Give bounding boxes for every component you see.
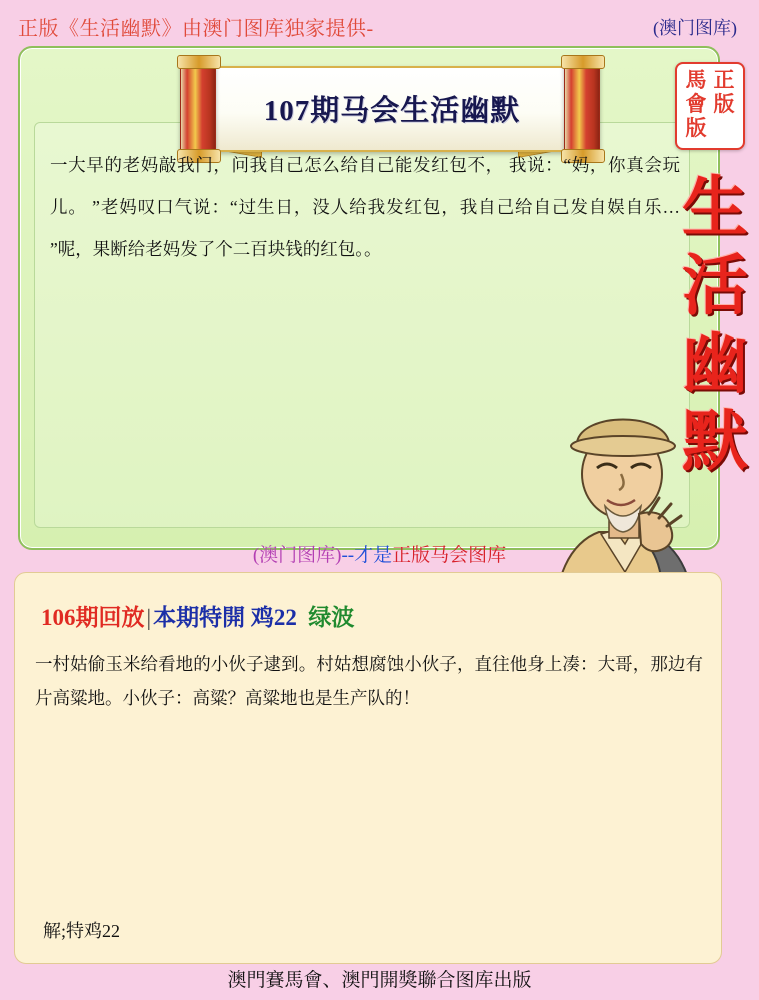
banner-title: 107期马会生活幽默 (263, 95, 521, 127)
humor-body-text: 一大早的老妈敲我门，问我自己怎么给自己能发红包不， 我说：“妈，你真会玩儿。 ”老妈叹口气说：“过生日，没人给我发红包，我自己给自己发自娱自乐… ”呢，果断给老妈发了个二百块钱的红包。。 (50, 155, 680, 259)
vertical-title-char-1: 生 (682, 172, 748, 245)
review-animal: 鸡22 (250, 605, 297, 630)
roller-cap-top-right-icon (561, 55, 605, 69)
review-panel (14, 572, 722, 964)
review-period-label: 106期回放 (41, 605, 145, 630)
review-header (41, 599, 354, 632)
vertical-title-char-3: 幽 (682, 328, 748, 401)
page-footer: 澳門賽馬會、澳門開獎聯合图库出版 (227, 970, 532, 991)
vertical-title-char-2: 活 (682, 250, 748, 323)
scroll-body (210, 66, 574, 152)
review-current-label: 本期特開 (153, 605, 246, 630)
review-body-text: 一村姑偷玉米给看地的小伙子逮到。村姑想腐蚀小伙子，直往他身上凑：大哥，那边有片高粱地。小伙子：高粱？高粱地也是生产队的！ (35, 654, 703, 708)
vertical-title-char-4: 默 (682, 406, 748, 479)
caption-part-3: 正版马会图库 (392, 545, 507, 566)
review-wave: 绿波 (308, 605, 355, 630)
caption-part-1: (澳门图库) (252, 545, 342, 566)
review-separator: | (146, 605, 152, 630)
official-stamp (675, 62, 745, 150)
header-left-text: 正版《生活幽默》由澳门图库独家提供- (18, 18, 374, 40)
header-right-text: (澳门图库) (653, 18, 737, 38)
stamp-column-1: 正版 (713, 68, 735, 116)
page-header (0, 12, 759, 38)
review-answer: 解;特鸡22 (43, 921, 121, 941)
caption-part-2: --才是 (341, 545, 393, 566)
stamp-column-2: 馬會版 (685, 68, 707, 140)
roller-cap-top-left-icon (177, 55, 221, 69)
